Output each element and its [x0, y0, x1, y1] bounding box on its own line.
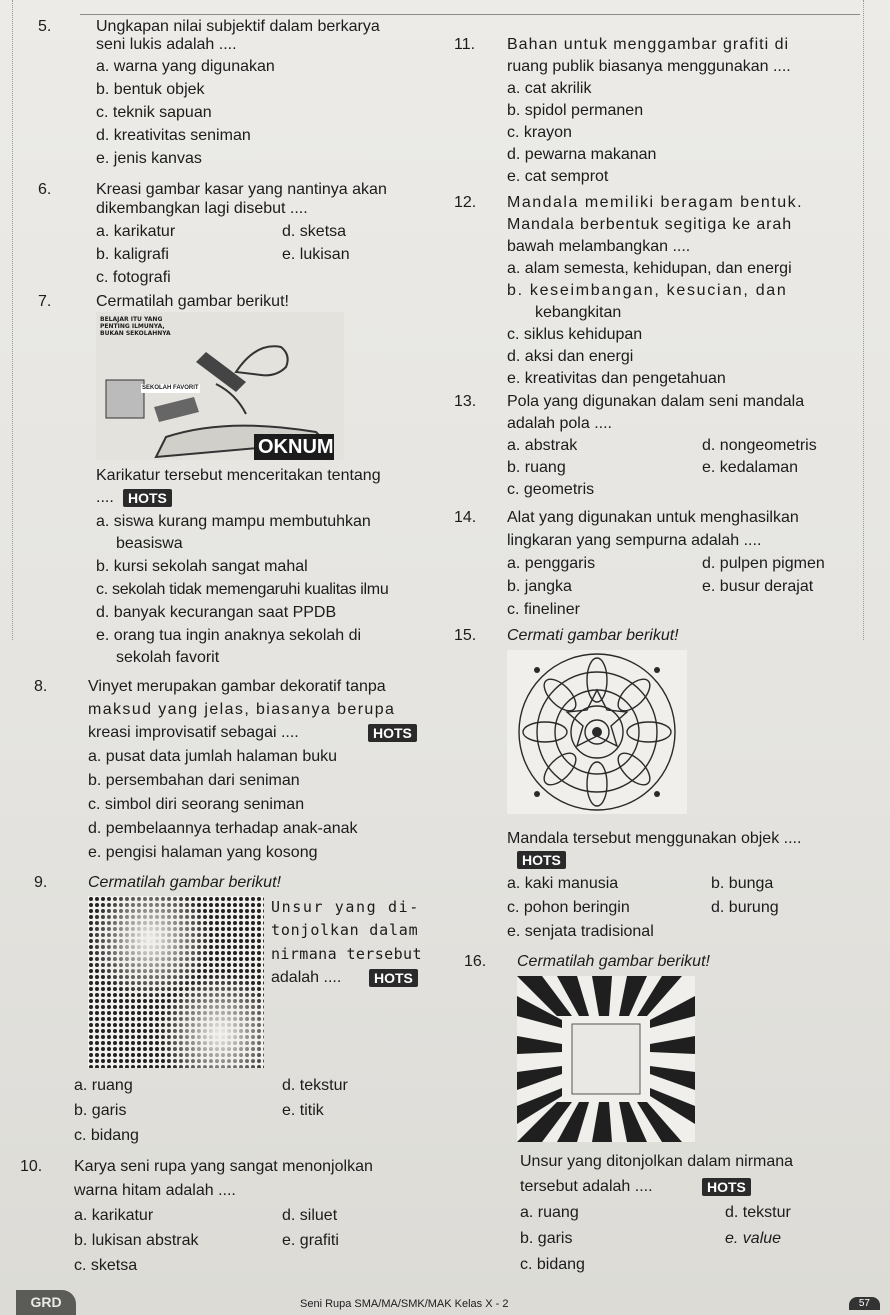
option-d: d. sketsa [282, 223, 347, 240]
option-b: b. kursi sekolah sangat mahal [96, 558, 308, 575]
option-a: a. ruang [520, 1204, 579, 1221]
option-c: c. fotografi [96, 269, 171, 286]
option-b: b. garis [74, 1102, 127, 1119]
option-b: b. persembahan dari seniman [88, 772, 300, 789]
option-c: c. bidang [74, 1127, 139, 1144]
option-a-cont: beasiswa [116, 535, 183, 552]
question-text: tonjolkan dalam [271, 921, 419, 939]
question-text: .... [96, 489, 114, 506]
question-stem: Bahan untuk menggambar grafiti di [507, 36, 790, 53]
option-c: c. fineliner [507, 601, 580, 618]
dot-pattern-drawing [88, 896, 264, 1068]
caricature-tag-text: SEKOLAH FAVORIT [142, 385, 199, 391]
option-d: d. siluet [282, 1207, 338, 1224]
question-number: 9. [34, 874, 48, 891]
question-text: Mandala tersebut menggunakan objek .... [507, 830, 802, 847]
option-e: e. busur derajat [702, 578, 814, 595]
option-a: a. ruang [74, 1077, 133, 1094]
question-stem: Pola yang digunakan dalam seni mandala [507, 393, 805, 410]
question-stem: Karya seni rupa yang sangat menonjolkan [74, 1158, 373, 1175]
caricature-image [96, 312, 344, 460]
question-stem: maksud yang jelas, biasanya berupa [88, 701, 396, 718]
option-a: a. karikatur [74, 1207, 154, 1224]
option-c: c. sekolah tidak memengaruhi kualitas ilmu [96, 581, 389, 598]
option-d: d. pulpen pigmen [702, 555, 825, 572]
question-number: 5. [38, 18, 52, 35]
question-stem: Cermatilah gambar berikut! [96, 293, 289, 310]
option-b: b. jangka [507, 578, 572, 595]
question-stem: warna hitam adalah .... [74, 1182, 236, 1199]
option-c: c. sketsa [74, 1257, 138, 1274]
option-e: e. kedalaman [702, 459, 799, 476]
page-number: 57 [849, 1297, 880, 1310]
question-number: 8. [34, 678, 48, 695]
option-a: a. pusat data jumlah halaman buku [88, 748, 338, 765]
question-text: tersebut adalah .... [520, 1178, 653, 1195]
option-b: b. ruang [507, 459, 566, 476]
option-d: d. banyak kecurangan saat PPDB [96, 604, 337, 621]
tunnel-pattern-drawing [517, 976, 695, 1142]
publisher-logo: GRD [16, 1290, 76, 1315]
option-c: c. geometris [507, 481, 595, 498]
option-e: e. senjata tradisional [507, 923, 654, 940]
option-b: b. lukisan abstrak [74, 1232, 199, 1249]
option-b-cont: kebangkitan [535, 304, 622, 321]
question-stem: adalah pola .... [507, 415, 612, 432]
option-c: c. siklus kehidupan [507, 326, 643, 343]
question-number: 11. [454, 36, 476, 53]
option-b: b. kaligrafi [96, 246, 169, 263]
hots-badge: HOTS [517, 851, 566, 869]
footer-text: Seni Rupa SMA/MA/SMK/MAK Kelas X - 2 [300, 1298, 509, 1310]
spiral-binding-right [863, 0, 882, 640]
option-a: a. alam semesta, kehidupan, dan energi [507, 260, 792, 277]
option-d: d. tekstur [725, 1204, 791, 1221]
question-stem: Vinyet merupakan gambar dekoratif tanpa [88, 678, 386, 695]
question-stem: Alat yang digunakan untuk menghasilkan [507, 509, 799, 526]
question-text: nirmana tersebut [271, 945, 422, 963]
question-stem: Mandala berbentuk segitiga ke arah [507, 216, 792, 233]
option-b: b. garis [520, 1230, 573, 1247]
question-text: Unsur yang ditonjolkan dalam nirmana [520, 1153, 794, 1170]
question-number: 7. [38, 293, 52, 310]
option-d: d. tekstur [282, 1077, 348, 1094]
question-number: 15. [454, 627, 477, 644]
option-d: d. nongeometris [702, 437, 817, 454]
mandala-image [507, 650, 687, 814]
hots-badge: HOTS [123, 489, 172, 507]
caricature-sign-text: BELAJAR ITU YANG PENTING ILMUNYA, BUKAN SEKOLAHNYA [100, 316, 171, 337]
question-number: 16. [464, 953, 487, 970]
option-b: b. bunga [711, 875, 774, 892]
option-a: a. warna yang digunakan [96, 58, 275, 75]
option-e: e. orang tua ingin anaknya sekolah di [96, 627, 362, 644]
option-e: e. cat semprot [507, 168, 609, 185]
option-c: c. bidang [520, 1256, 585, 1273]
option-a: a. kaki manusia [507, 875, 619, 892]
option-e: e. value [725, 1230, 782, 1247]
option-c: c. simbol diri seorang seniman [88, 796, 305, 813]
option-a: a. cat akrilik [507, 80, 592, 97]
option-c: c. krayon [507, 124, 572, 141]
option-b: b. spidol permanen [507, 102, 644, 119]
question-stem: seni lukis adalah .... [96, 36, 237, 53]
option-a: a. penggaris [507, 555, 596, 572]
tunnel-pattern-image [517, 976, 695, 1142]
question-stem: Cermatilah gambar berikut! [88, 874, 281, 891]
option-e: e. lukisan [282, 246, 350, 263]
option-d: d. kreativitas seniman [96, 127, 251, 144]
question-stem: Kreasi gambar kasar yang nantinya akan [96, 181, 387, 198]
question-stem: Cermatilah gambar berikut! [517, 953, 710, 970]
option-d: d. aksi dan energi [507, 348, 634, 365]
question-number: 13. [454, 393, 477, 410]
option-e: e. pengisi halaman yang kosong [88, 844, 318, 861]
question-number: 10. [20, 1158, 43, 1175]
hots-badge: HOTS [369, 969, 418, 987]
option-d: d. burung [711, 899, 779, 916]
caricature-label: OKNUM [258, 436, 334, 458]
dot-pattern-image [88, 896, 264, 1068]
question-stem: dikembangkan lagi disebut .... [96, 200, 308, 217]
option-d: d. pewarna makanan [507, 146, 657, 163]
question-stem: Cermati gambar berikut! [507, 627, 679, 644]
spiral-binding-left [0, 0, 13, 640]
question-stem: kreasi improvisatif sebagai .... [88, 724, 299, 741]
option-c: c. pohon beringin [507, 899, 630, 916]
question-number: 6. [38, 181, 52, 198]
question-text: Unsur yang di- [271, 898, 420, 916]
top-decorative-border [80, 0, 860, 15]
question-stem: lingkaran yang sempurna adalah .... [507, 532, 762, 549]
option-e-cont: sekolah favorit [116, 649, 220, 666]
option-e: e. titik [282, 1102, 324, 1119]
option-b: b. bentuk objek [96, 81, 205, 98]
hots-badge: HOTS [702, 1178, 751, 1196]
option-e: e. grafiti [282, 1232, 339, 1249]
option-e: e. kreativitas dan pengetahuan [507, 370, 726, 387]
question-number: 14. [454, 509, 477, 526]
hots-badge: HOTS [368, 724, 417, 742]
option-d: d. pembelaannya terhadap anak-anak [88, 820, 358, 837]
option-e: e. jenis kanvas [96, 150, 202, 167]
option-a: a. siswa kurang mampu membutuhkan [96, 513, 371, 530]
question-text: adalah .... [271, 969, 342, 986]
option-c: c. teknik sapuan [96, 104, 212, 121]
question-stem: ruang publik biasanya menggunakan .... [507, 58, 791, 75]
option-b: b. keseimbangan, kesucian, dan [507, 282, 788, 299]
question-number: 12. [454, 194, 477, 211]
option-a: a. abstrak [507, 437, 578, 454]
question-stem: bawah melambangkan .... [507, 238, 691, 255]
option-a: a. karikatur [96, 223, 176, 240]
mandala-drawing [507, 650, 687, 814]
question-stem: Ungkapan nilai subjektif dalam berkarya [96, 18, 380, 35]
question-text: Karikatur tersebut menceritakan tentang [96, 467, 381, 484]
question-stem: Mandala memiliki beragam bentuk. [507, 194, 804, 211]
